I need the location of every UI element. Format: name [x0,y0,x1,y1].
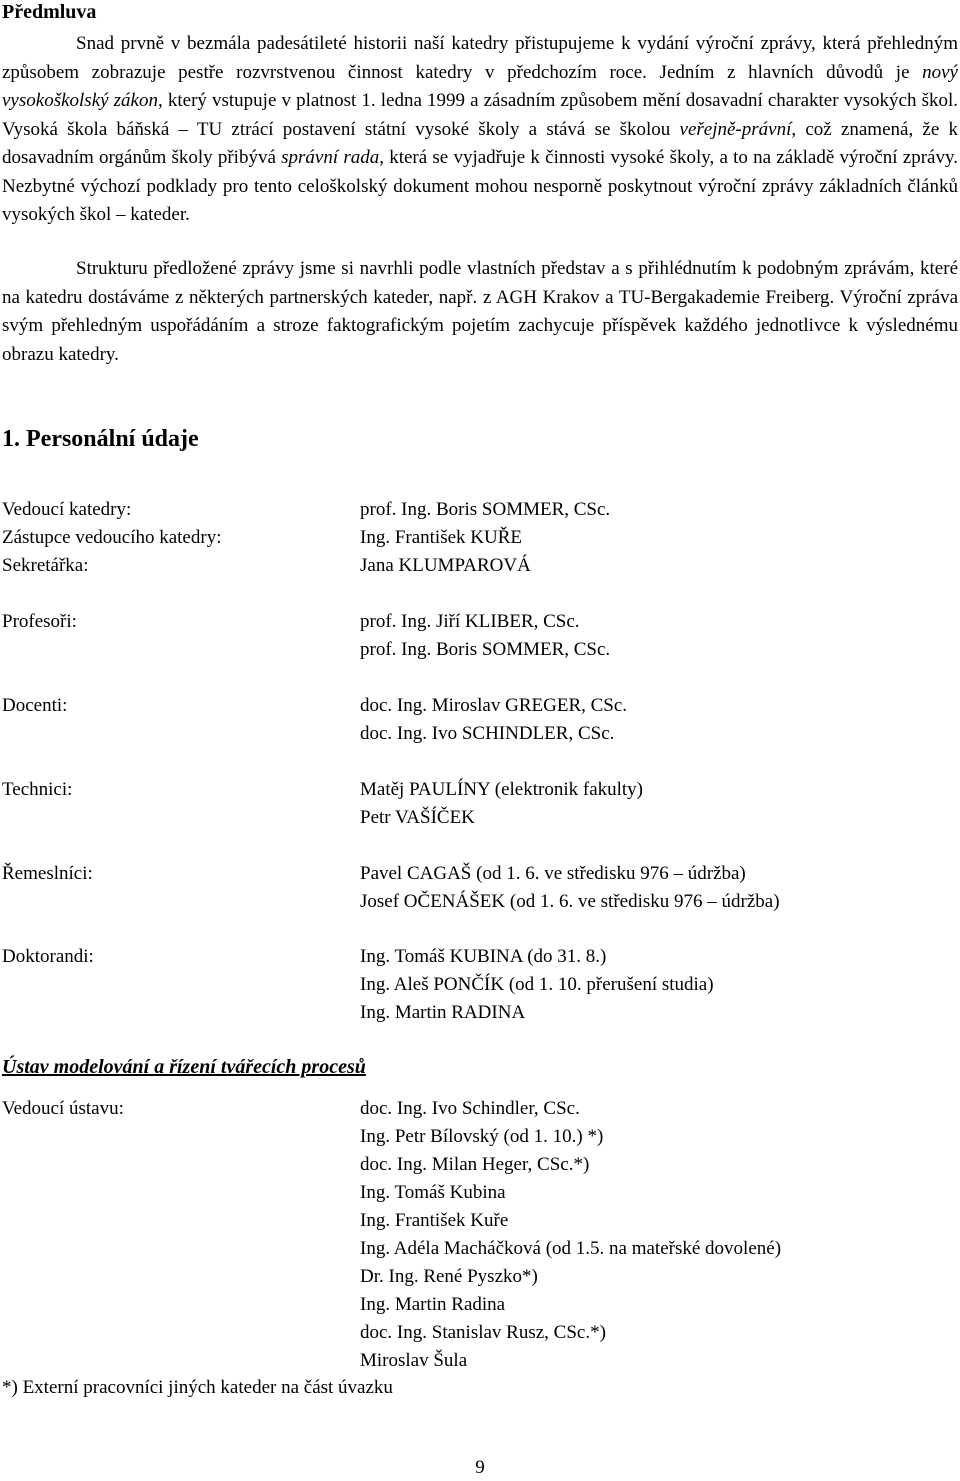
institute-member: Miroslav Šula [360,1350,468,1371]
institute-head-label: Vedoucí ústavu: [2,1098,124,1119]
technician-2: Petr VAŠÍČEK [360,807,475,828]
craftsman-2: Josef OČENÁŠEK (od 1. 6. ve středisku 976 – údržba) [360,891,780,912]
technicians-label: Technici: [2,779,73,800]
craftsman-1: Pavel CAGAŠ (od 1. 6. ve středisku 976 – údržba) [360,863,746,884]
preface-p1-italic-3: správní rada [281,147,380,168]
head-value: prof. Ing. Boris SOMMER, CSc. [360,499,611,520]
docents-label: Docenti: [2,695,68,716]
preface-p1-text-1: Snad prvně v bezmála padesátileté historii naší katedry přistupujeme k vydání výroční zprávy, která přehledným způsobem zobrazuje pestře rozvrstvenou činnost katedry v předchozím roce. Jedním z hlavních důvodů je [2,33,958,83]
preface-p1-text-2: , který vstupuje v platnost 1. ledna 1999 a zásadním způsobem mění dosavadní charakter vysokých škol. Vysoká škola báňská – TU ztrácí postavení státní vysoké školy a stává se školou [2,90,958,140]
professors-label: Profesoři: [2,611,77,632]
technician-1: Matěj PAULÍNY (elektronik fakulty) [360,779,644,800]
doctorands-label: Doktorandi: [2,946,94,967]
institute-member: Ing. Petr Bílovský (od 1. 10.) *) [360,1126,604,1147]
deputy-label: Zástupce vedoucího katedry: [2,527,222,548]
doctorand-1: Ing. Tomáš KUBINA (do 31. 8.) [360,946,607,967]
preface-paragraph-1 [2,30,958,230]
institute-member: Ing. Tomáš Kubina [360,1182,506,1203]
professor-1: prof. Ing. Jiří KLIBER, CSc. [360,611,580,632]
institute-member: doc. Ing. Ivo Schindler, CSc. [360,1098,580,1119]
preface-p1-text-3: , což znamená, že k dosavadním orgánům školy přibývá [2,118,959,168]
secretary-value: Jana KLUMPAROVÁ [360,555,531,576]
page-number: 9 [475,1457,485,1478]
head-label: Vedoucí katedry: [2,499,132,520]
institute-member: doc. Ing. Stanislav Rusz, CSc.*) [360,1322,606,1343]
institute-title: Ústav modelování a řízení tvářecích procesů [2,1056,366,1078]
doctorand-3: Ing. Martin RADINA [360,1002,526,1023]
preface-p1-text-4: , která se vyjadřuje k činnosti vysoké školy, a to na základě výroční zprávy. Nezbytné výchozí podklady pro tento celoškolský dokument mohou nesporně poskytnout výroční zprávy základních článků vysokých škol – kateder. [2,147,958,225]
institute-member: Ing. Martin Radina [360,1294,506,1315]
secretary-label: Sekretářka: [2,555,89,576]
preface-p1-italic-1: nový vysokoškolský zákon [2,61,958,111]
professor-2: prof. Ing. Boris SOMMER, CSc. [360,639,611,660]
docent-1: doc. Ing. Miroslav GREGER, CSc. [360,695,628,716]
docent-2: doc. Ing. Ivo SCHINDLER, CSc. [360,723,615,744]
footnote: *) Externí pracovníci jiných kateder na část úvazku [2,1377,393,1398]
institute-member: Ing. František Kuře [360,1210,509,1231]
institute-member: doc. Ing. Milan Heger, CSc.*) [360,1154,590,1175]
institute-member: Dr. Ing. René Pyszko*) [360,1266,538,1287]
doctorand-2: Ing. Aleš PONČÍK (od 1. 10. přerušení studia) [360,974,714,995]
deputy-value: Ing. František KUŘE [360,527,523,548]
preface-paragraph-2: Strukturu předložené zprávy jsme si navrhli podle vlastních představ a s přihlédnutím k podobným zprávám, které na katedru dostáváme z některých partnerských kateder, např. z AGH Krakov a TU-Bergakademie Freiberg. Výroční zpráva svým přehledným uspořádáním a stroze faktografickým pojetím zachycuje příspěvek každého jednotlivce k výslednému obrazu katedry. [2,258,958,365]
craftsmen-label: Řemeslníci: [2,863,93,884]
institute-member: Ing. Adéla Macháčková (od 1.5. na mateřské dovolené) [360,1238,782,1259]
preface-heading: Předmluva [2,1,97,23]
section-title: 1. Personální údaje [2,426,199,452]
preface-p1-italic-2: veřejně-právní [679,118,792,140]
